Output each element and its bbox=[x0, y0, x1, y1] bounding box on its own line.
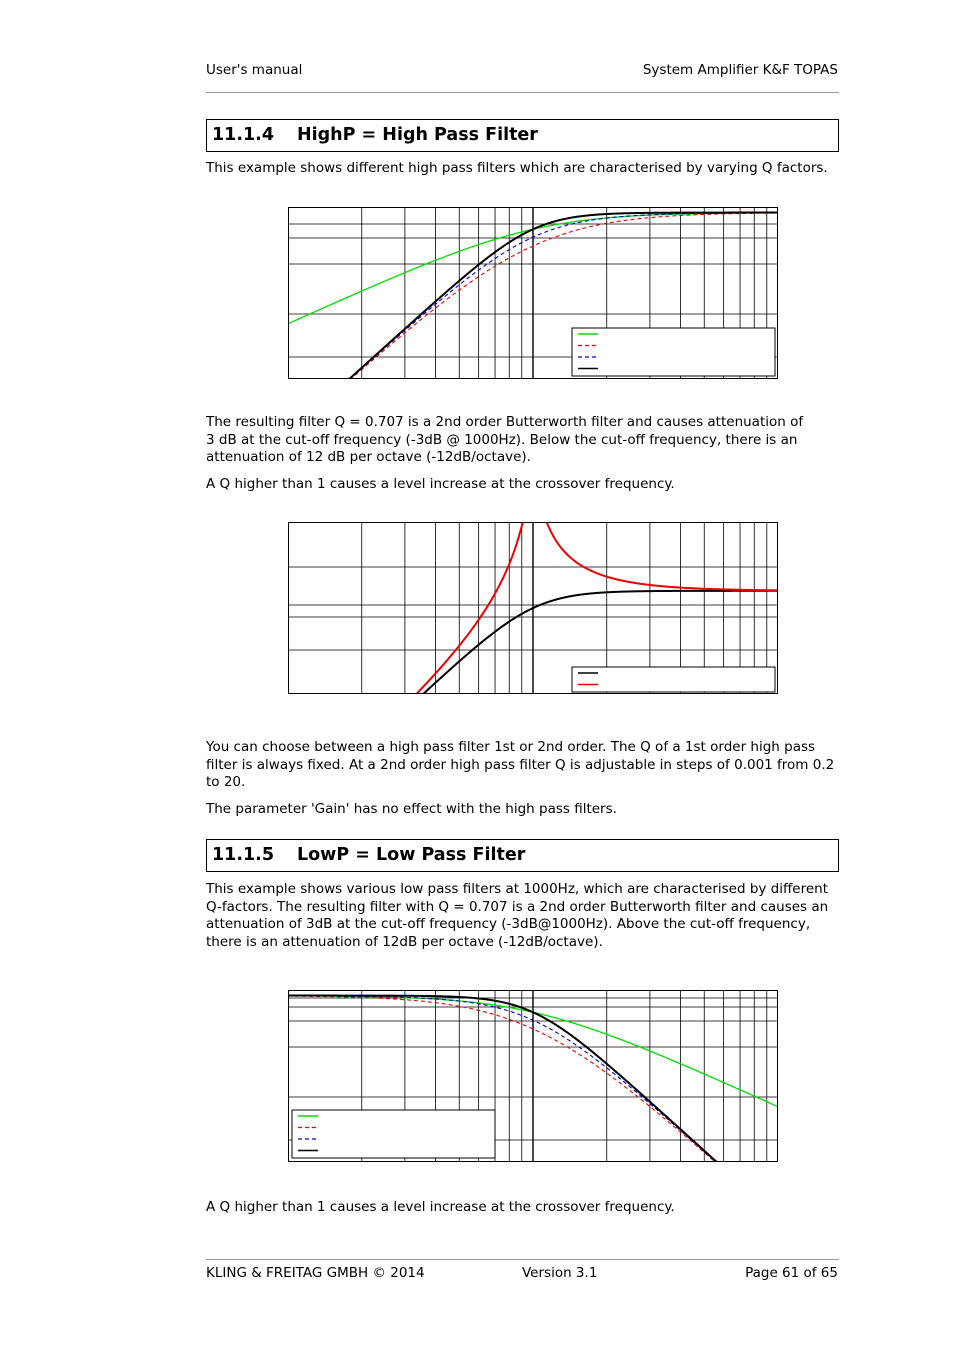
highpass-butterworth-paragraph: The resulting filter Q = 0.707 is a 2nd order Butterworth filter and causes attenuation of 3 dB at the cut-off frequency (-3dB @ 1000Hz). Below the cut-off frequency, there is an attenuation of 12 dB per octave (-12dB/octave). bbox=[206, 414, 804, 465]
legend-box bbox=[572, 328, 775, 376]
header-rule bbox=[206, 92, 839, 93]
footer-left: KLING & FREITAG GMBH © 2014 bbox=[206, 1265, 425, 1281]
highpass-gain-paragraph: The parameter 'Gain' has no effect with the high pass filters. bbox=[206, 801, 617, 817]
highpass-q-chart bbox=[288, 522, 778, 694]
section-heading-highpass bbox=[206, 119, 839, 152]
lowpass-chart-svg bbox=[288, 990, 778, 1162]
highpass-intro: This example shows different high pass filters which are characterised by varying Q factors. bbox=[206, 160, 828, 176]
highpass-q-paragraph: A Q higher than 1 causes a level increase at the crossover frequency. bbox=[206, 476, 675, 492]
lowpass-intro: This example shows various low pass filters at 1000Hz, which are characterised by different Q-factors. The resulting filter with Q = 0.707 is a 2nd order Butterworth filter and causes an attenuation of 3dB at the cut-off frequency (-3dB@1000Hz). Above the cut-off frequency, there is an attenuation of 12dB per octave (-12dB/octave). bbox=[206, 881, 829, 950]
highpass-q-chart-svg bbox=[288, 522, 778, 694]
footer-right: Page 61 of 65 bbox=[745, 1265, 838, 1281]
section-number: 11.1.4 bbox=[212, 125, 275, 145]
legend-box bbox=[572, 667, 775, 692]
section-title: LowP = Low Pass Filter bbox=[297, 845, 526, 865]
header-left: User's manual bbox=[206, 62, 303, 78]
lowpass-chart bbox=[288, 990, 778, 1162]
highpass-order-paragraph: You can choose between a high pass filter 1st or 2nd order. The Q of a 1st order high pass filter is always fixed. At a 2nd order high pass filter Q is adjustable in steps of 0.001 from 0.2 to 20. bbox=[206, 739, 835, 790]
footer-rule bbox=[206, 1259, 839, 1260]
lowpass-q-paragraph: A Q higher than 1 causes a level increase at the crossover frequency. bbox=[206, 1199, 675, 1215]
footer-center: Version 3.1 bbox=[522, 1265, 598, 1281]
section-title: HighP = High Pass Filter bbox=[297, 125, 538, 145]
section-heading-lowpass bbox=[206, 839, 839, 872]
legend-box bbox=[292, 1110, 495, 1158]
section-number: 11.1.5 bbox=[212, 845, 275, 865]
highpass-chart-svg bbox=[288, 207, 778, 379]
highpass-chart bbox=[288, 207, 778, 379]
header-right: System Amplifier K&F TOPAS bbox=[642, 62, 838, 78]
